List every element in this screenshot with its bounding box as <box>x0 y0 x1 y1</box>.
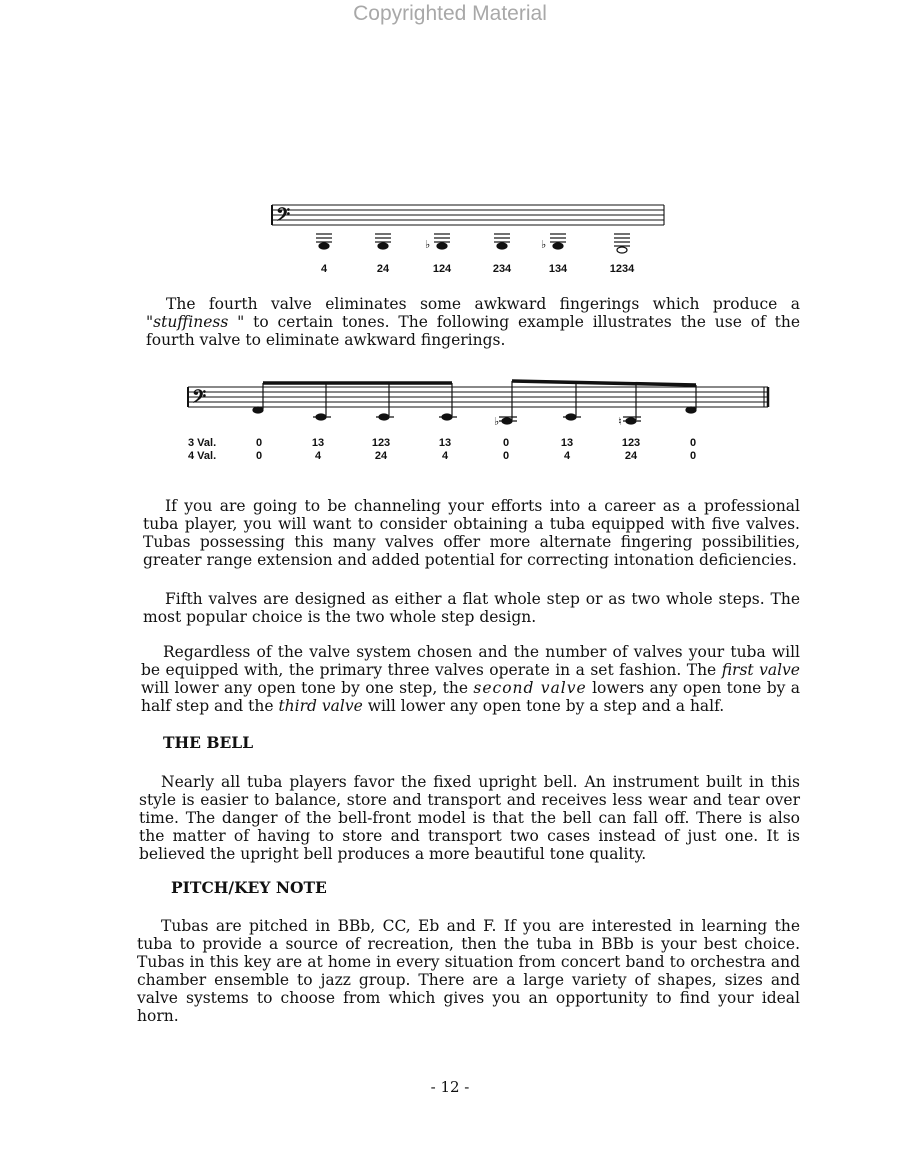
svg-text:♭: ♭ <box>425 238 431 251</box>
valve-fingering: 4 <box>314 450 322 462</box>
fingering-label: 1234 <box>609 263 635 275</box>
valve-fingering: 0 <box>255 450 263 462</box>
paragraph-bell: Nearly all tuba players favor the fixed upright bell. An instrument built in this style is easier to balance, store and transport and receives less wear and tear over time. The danger of the bell-front model is that the bell can fall off. There is also the matter of having to store and transport two cases instead of just one. It is believed the upright bell produces a more beautiful tone quality. <box>139 773 800 863</box>
valve-fingering: 4 <box>563 450 571 462</box>
svg-text:♭: ♭ <box>541 238 547 251</box>
valve-fingering: 13 <box>438 437 452 449</box>
valve-fingering: 4 <box>441 450 449 462</box>
valve-fingering: 0 <box>255 437 263 449</box>
valve-fingering: 13 <box>560 437 574 449</box>
paragraph-five-valves: If you are going to be channeling your efforts into a career as a professional tuba player, you will want to consider obtaining a tuba equipped with five valves. Tubas possessing this many valves offer more alternate fingering possibilities, greater range extension and added potential for correcting intonation deficiencies. <box>143 497 800 569</box>
paragraph-fourth-valve: The fourth valve eliminates some awkward fingerings which produce a "stuffiness " to certain tones. The following example illustrates the use of the fourth valve to eliminate awkward fingerings. <box>146 295 801 349</box>
valve-row-label: 4 Val. <box>188 450 217 462</box>
fingering-label: 124 <box>432 263 452 275</box>
valve-fingering: 0 <box>689 437 697 449</box>
page-number: - 12 - <box>430 1078 470 1096</box>
paragraph-fifth-valves: Fifth valves are designed as either a flat whole step or as two whole steps. The most popular choice is the two whole step design. <box>143 590 800 626</box>
valve-fingering: 0 <box>502 450 510 462</box>
valve-fingering: 123 <box>371 437 391 449</box>
paragraph-pitch: Tubas are pitched in BBb, CC, Eb and F. If you are interested in learning the tuba to provide a source of recreation, then the tuba in BBb is your best choice. Tubas in this key are at home in every situation from concert band to orchestra and chamber ensemble to jazz group. There are a large variety of shapes, sizes and valve systems to choose from which gives you an opportunity to find your ideal horn. <box>137 917 800 1025</box>
valve-fingering: 0 <box>689 450 697 462</box>
valve-fingering: 0 <box>502 437 510 449</box>
music-staff-example-2 <box>186 376 770 428</box>
valve-fingering: 24 <box>624 450 638 462</box>
heading-pitch-key-note: PITCH/KEY NOTE <box>171 878 327 897</box>
fingering-label: 4 <box>320 263 328 275</box>
valve-fingering: 24 <box>374 450 388 462</box>
music-staff-example-1 <box>268 196 668 266</box>
valve-fingering: 13 <box>311 437 325 449</box>
svg-text:𝄢: 𝄢 <box>192 387 207 412</box>
copyright-watermark: Copyrighted Material <box>353 2 547 25</box>
valve-fingering: 123 <box>621 437 641 449</box>
svg-text:𝄢: 𝄢 <box>276 205 291 230</box>
svg-text:♮: ♮ <box>618 415 622 428</box>
fingering-label: 134 <box>548 263 568 275</box>
svg-text:♭: ♭ <box>494 415 500 428</box>
paragraph-valve-system: Regardless of the valve system chosen and the number of valves your tuba will be equipped with, the primary three valves operate in a set fashion. The first valve will lower any open tone by one step, the second valve lowers any open tone by a half step and the third valve will lower any open tone by a step and a half. <box>141 643 800 715</box>
valve-row-label: 3 Val. <box>188 437 217 449</box>
heading-the-bell: THE BELL <box>163 733 254 752</box>
fingering-label: 24 <box>376 263 390 275</box>
fingering-label: 234 <box>492 263 512 275</box>
